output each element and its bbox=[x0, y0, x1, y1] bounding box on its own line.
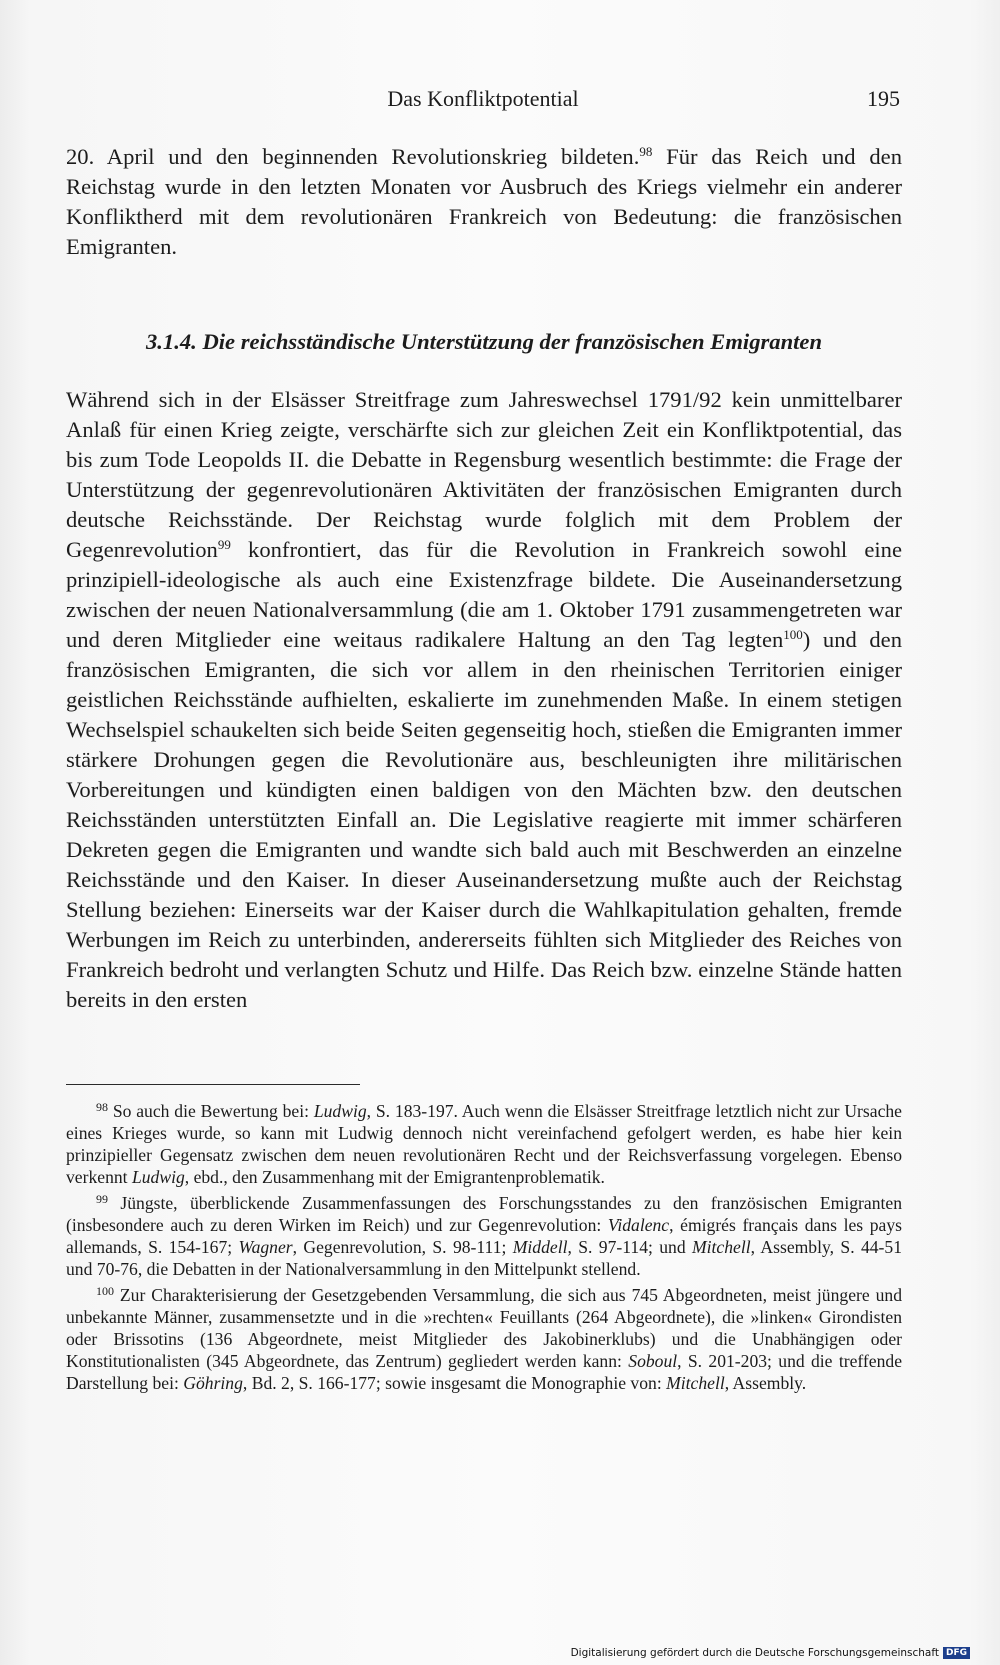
footnotes bbox=[66, 1100, 902, 1398]
footnote-text: Jüngste, überblickende Zusammenfassungen des Forschungsstandes zu den französischen Emigranten (insbesondere auch zu deren Wirken im Reich) und zur Gegenrevolution: bbox=[66, 1193, 902, 1235]
author-name: Middell bbox=[512, 1237, 568, 1257]
footnote-text: , ebd., den Zusammenhang mit der Emigrantenproblematik. bbox=[184, 1167, 605, 1187]
author-name: Ludwig bbox=[313, 1101, 367, 1121]
footnote-number: 98 bbox=[96, 1100, 108, 1114]
paragraph-2 bbox=[66, 385, 902, 1015]
author-name: Mitchell bbox=[666, 1373, 725, 1393]
author-name: Ludwig bbox=[131, 1167, 185, 1187]
footnote-ref-98[interactable]: 98 bbox=[639, 144, 653, 159]
footnote-text: , S. 97-114; und bbox=[567, 1237, 692, 1257]
footnote-text: , émigrés français dans les pays allemands, S. 154-167; bbox=[66, 1215, 902, 1257]
running-title: Das Konfliktpotential bbox=[387, 86, 579, 111]
footnote-text: Zur Charakterisierung der Gesetzgebenden Versammlung, die sich aus 745 Abgeordneten, meist jüngere und unbekannte Männer, zusammensetzte und in die »rechten« Feuillants (264 Abgeordnete), die »linken« Girondisten oder Brissotins (136 Abgeordnete, meist Mitglieder des Jakobinerklubs) und die Unabhängigen oder Konstitutionalisten (345 Abgeordnete, das Zentrum) gegliedert werden kann: bbox=[66, 1285, 902, 1371]
footnote-text: , Gegenrevolution, S. 98-111; bbox=[292, 1237, 513, 1257]
section-heading: 3.1.4. Die reichsständische Unterstützung der französischen Emigranten bbox=[145, 329, 823, 354]
footnote-text: , S. 201-203; und die treffende Darstellung bei: bbox=[66, 1351, 903, 1393]
digitization-credit bbox=[571, 1647, 970, 1659]
paragraph-2-text-b: konfrontiert, das für die Revolution in Frankreich sowohl eine prinzipiell-ideologische als auch eine Existenzfrage bildete. Die Auseinandersetzung zwischen der neuen Nationalversammlung (die am 1. Oktober 1791 zusammengetreten war und deren Mitglieder eine weitaus radikalere Haltung an den Tag legten bbox=[66, 537, 902, 652]
footnote-number: 100 bbox=[96, 1284, 114, 1298]
footnote-ref-100[interactable]: 100 bbox=[783, 627, 803, 642]
author-name: Soboul bbox=[628, 1351, 678, 1371]
footnote-separator bbox=[66, 1084, 360, 1085]
footnote-text: , Assembly. bbox=[724, 1373, 807, 1393]
page-header bbox=[66, 86, 900, 116]
paragraph-1-text-b: Für das Reich und den Reichstag wurde in den letzten Monaten vor Ausbruch des Kriegs vielmehr ein anderer Konfliktherd mit dem revolutionären Frankreich von Bedeutung: die französischen Emigranten. bbox=[66, 144, 902, 259]
author-name: Mitchell bbox=[692, 1237, 751, 1257]
footnote-text: , Assembly, S. 44-51 und 70-76, die Debatten in der Nationalversammlung in den Mittelpunkt stellend. bbox=[66, 1237, 903, 1279]
page-number: 195 bbox=[867, 86, 900, 111]
footnote-100 bbox=[66, 1284, 902, 1394]
credit-text: Digitalisierung gefördert durch die Deutsche Forschungsgemeinschaft bbox=[570, 1647, 939, 1659]
footnote-text: So auch die Bewertung bei: bbox=[108, 1101, 314, 1121]
paragraph-1 bbox=[66, 142, 902, 262]
footnote-ref-99[interactable]: 99 bbox=[217, 537, 231, 552]
dfg-logo: DFG bbox=[943, 1647, 970, 1659]
author-name: Wagner bbox=[238, 1237, 293, 1257]
footnote-text: , Bd. 2, S. 166-177; sowie insgesamt die Monographie von: bbox=[242, 1373, 667, 1393]
author-name: Göhring bbox=[183, 1373, 243, 1393]
paragraph-2-text-a: Während sich in der Elsässer Streitfrage zum Jahreswechsel 1791/92 kein unmittelbarer Anlaß für einen Krieg zeigte, verschärfte sich zur gleichen Zeit ein Konfliktpotential, das bis zum Tode Leopolds II. die Debatte in Regensburg wesentlich bestimmte: die Frage der Unterstützung der gegenrevolutionären Aktivitäten der französischen Emigranten durch deutsche Reichsstände. Der Reichstag wurde folglich mit dem Problem der Gegenrevolution bbox=[66, 387, 902, 562]
footnote-99 bbox=[66, 1192, 902, 1280]
author-name: Vidalenc bbox=[607, 1215, 670, 1235]
footnote-98 bbox=[66, 1100, 902, 1188]
paragraph-1-text-a: 20. April und den beginnenden Revolutionskrieg bildeten. bbox=[66, 144, 640, 169]
footnote-text: , S. 183-197. Auch wenn die Elsässer Streitfrage letztlich nicht zur Ursache eines Krieges wurde, so kann mit Ludwig dennoch nicht vereinfachend gefolgert werden, es habe hier kein prinzipieller Gegensatz zwischen dem neuen revolutionären Recht und der Reichsverfassung vorgelegen. Ebenso verkennt bbox=[66, 1101, 902, 1187]
paragraph-2-text-c: ) und den französischen Emigranten, die sich vor allem in den rheinischen Territorien einiger geistlichen Reichsstände aufhielten, eskalierte im zunehmenden Maße. In einem stetigen Wechselspiel schaukelten sich beide Seiten gegenseitig hoch, stießen die Emigranten immer stärkere Drohungen gegen die Revolutionäre aus, beschleunigten ihre militärischen Vorbereitungen und kündigten einen baldigen von den Mächten bzw. den deutschen Reichsständen unterstützten Einfall an. Die Legislative reagierte mit immer schärferen Dekreten gegen die Emigranten und wandte sich bald auch mit Beschwerden an einzelne Reichsstände und den Kaiser. In dieser Auseinandersetzung mußte auch der Reichstag Stellung beziehen: Einerseits war der Kaiser durch die Wahlkapitulation gehalten, fremde Werbungen im Reich zu unterbinden, andererseits fühlten sich Mitglieder des Reiches von Frankreich bedroht und verlangten Schutz und Hilfe. Das Reich bzw. einzelne Stände hatten bereits in den ersten bbox=[66, 627, 902, 1012]
footnote-number: 99 bbox=[96, 1192, 108, 1206]
